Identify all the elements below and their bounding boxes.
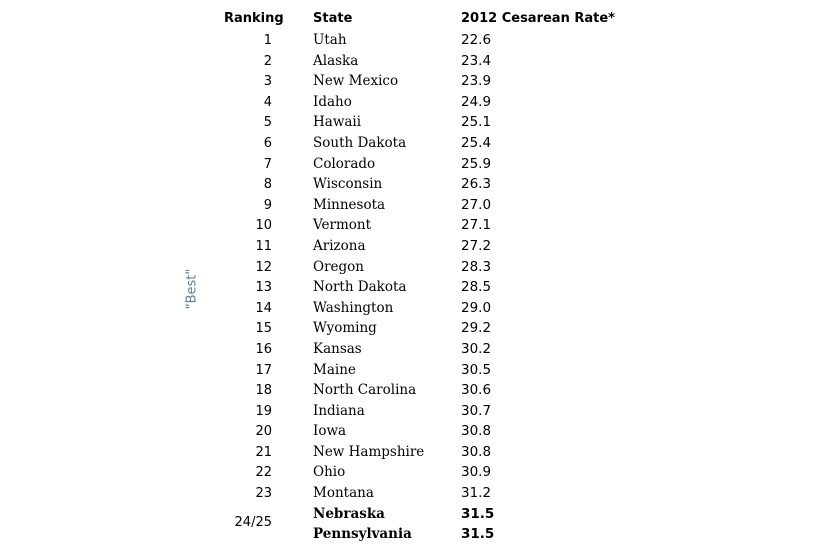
rank-cell: 16 bbox=[255, 341, 272, 357]
rate-cell: 26.3 bbox=[461, 176, 492, 193]
rank-cell: 2 bbox=[263, 53, 272, 69]
rate-cell: 29.2 bbox=[461, 320, 492, 337]
state-cell: Wisconsin bbox=[313, 176, 383, 193]
rate-cell: 30.8 bbox=[461, 443, 492, 460]
rate-cell: 27.1 bbox=[461, 217, 492, 234]
rate-cell: 23.4 bbox=[461, 52, 492, 69]
rank-cell: 7 bbox=[263, 156, 272, 172]
rank-cell: 8 bbox=[263, 177, 272, 193]
rate-cell: 30.9 bbox=[461, 464, 492, 481]
rate-cell: 30.2 bbox=[461, 340, 492, 357]
rank-cell: 18 bbox=[255, 383, 272, 399]
state-cell: Oregon bbox=[313, 258, 364, 275]
state-cell: Arizona bbox=[313, 237, 366, 254]
rate-cell: 31.5 bbox=[461, 505, 495, 522]
table-row bbox=[0, 134, 833, 155]
table-row bbox=[0, 72, 833, 93]
state-cell: Wyoming bbox=[313, 320, 377, 337]
rate-cell: 28.5 bbox=[461, 279, 492, 296]
state-cell: Pennsylvania bbox=[313, 526, 412, 543]
rate-cell: 25.1 bbox=[461, 114, 492, 131]
table-row bbox=[0, 299, 833, 320]
table-row bbox=[0, 381, 833, 402]
rate-cell: 27.0 bbox=[461, 196, 492, 213]
state-cell: Utah bbox=[313, 32, 347, 48]
rank-cell: 4 bbox=[263, 94, 272, 110]
rank-cell: 3 bbox=[263, 74, 272, 90]
table-row bbox=[0, 237, 833, 258]
rate-cell: 28.3 bbox=[461, 258, 492, 275]
state-cell: Hawaii bbox=[313, 114, 362, 131]
rate-cell: 22.6 bbox=[461, 32, 492, 48]
table-row bbox=[0, 278, 833, 299]
rank-cell: 1 bbox=[263, 33, 272, 48]
table-row bbox=[0, 361, 833, 382]
table-row bbox=[0, 113, 833, 134]
rate-cell: 31.5 bbox=[461, 526, 495, 543]
state-cell: North Dakota bbox=[313, 279, 407, 296]
rank-cell: 20 bbox=[255, 424, 272, 440]
rank-cell: 9 bbox=[263, 197, 272, 213]
table-row bbox=[0, 443, 833, 464]
state-cell: Idaho bbox=[313, 93, 352, 110]
header-ranking: Ranking bbox=[224, 11, 284, 26]
table-row bbox=[0, 155, 833, 176]
table-row bbox=[0, 463, 833, 484]
rank-cell: 13 bbox=[255, 280, 272, 296]
rate-cell: 30.5 bbox=[461, 361, 492, 378]
table-row bbox=[0, 402, 833, 423]
state-cell: Alaska bbox=[313, 52, 359, 69]
rank-cell: 11 bbox=[255, 238, 272, 254]
table-row bbox=[0, 505, 833, 526]
table-row bbox=[0, 258, 833, 279]
state-cell: Minnesota bbox=[313, 196, 386, 213]
state-cell: Washington bbox=[313, 299, 394, 316]
state-cell: New Mexico bbox=[313, 73, 399, 90]
rank-cell: 5 bbox=[263, 115, 272, 131]
rate-cell: 30.6 bbox=[461, 382, 492, 399]
rate-cell: 24.9 bbox=[461, 93, 492, 110]
rank-cell: 14 bbox=[255, 300, 272, 316]
table-row bbox=[0, 93, 833, 114]
state-cell: North Carolina bbox=[313, 382, 417, 399]
state-cell: Kansas bbox=[313, 340, 362, 357]
tie-rank-label: 24/25 bbox=[234, 515, 272, 530]
best-side-label: "Best" bbox=[184, 268, 200, 310]
rate-cell: 30.7 bbox=[461, 402, 492, 419]
rank-cell: 6 bbox=[263, 135, 272, 151]
rate-cell: 25.9 bbox=[461, 155, 492, 172]
header-state: State bbox=[313, 11, 353, 26]
state-cell: Colorado bbox=[313, 155, 376, 172]
rate-cell: 31.2 bbox=[461, 485, 492, 502]
rank-cell: 22 bbox=[255, 465, 272, 481]
table-row bbox=[0, 422, 833, 443]
state-cell: Montana bbox=[313, 485, 374, 502]
state-cell: Maine bbox=[313, 361, 356, 378]
rate-cell: 23.9 bbox=[461, 73, 492, 90]
table-row bbox=[0, 484, 833, 505]
table-row bbox=[0, 31, 833, 52]
table-body bbox=[0, 31, 833, 546]
rank-cell: 10 bbox=[255, 218, 272, 234]
table-row bbox=[0, 319, 833, 340]
table-row bbox=[0, 340, 833, 361]
state-cell: Nebraska bbox=[313, 505, 385, 522]
state-cell: New Hampshire bbox=[313, 443, 425, 460]
table-row bbox=[0, 196, 833, 217]
table-row bbox=[0, 216, 833, 237]
table-row bbox=[0, 525, 833, 546]
header-rate: 2012 Cesarean Rate* bbox=[461, 11, 615, 26]
table-row bbox=[0, 52, 833, 73]
state-cell: Vermont bbox=[313, 217, 372, 234]
table-row bbox=[0, 175, 833, 196]
rank-cell: 21 bbox=[255, 444, 272, 460]
state-cell: Ohio bbox=[313, 464, 346, 481]
rate-cell: 30.8 bbox=[461, 423, 492, 440]
rate-cell: 25.4 bbox=[461, 134, 492, 151]
state-cell: Iowa bbox=[313, 423, 347, 440]
state-cell: Indiana bbox=[313, 402, 365, 419]
state-cell: South Dakota bbox=[313, 134, 407, 151]
rank-cell: 12 bbox=[255, 259, 272, 275]
rank-cell: 23 bbox=[255, 486, 272, 502]
rank-cell: 19 bbox=[255, 403, 272, 419]
rank-cell: 15 bbox=[255, 321, 272, 337]
rate-cell: 27.2 bbox=[461, 237, 492, 254]
rate-cell: 29.0 bbox=[461, 299, 492, 316]
rank-cell: 17 bbox=[255, 362, 272, 378]
